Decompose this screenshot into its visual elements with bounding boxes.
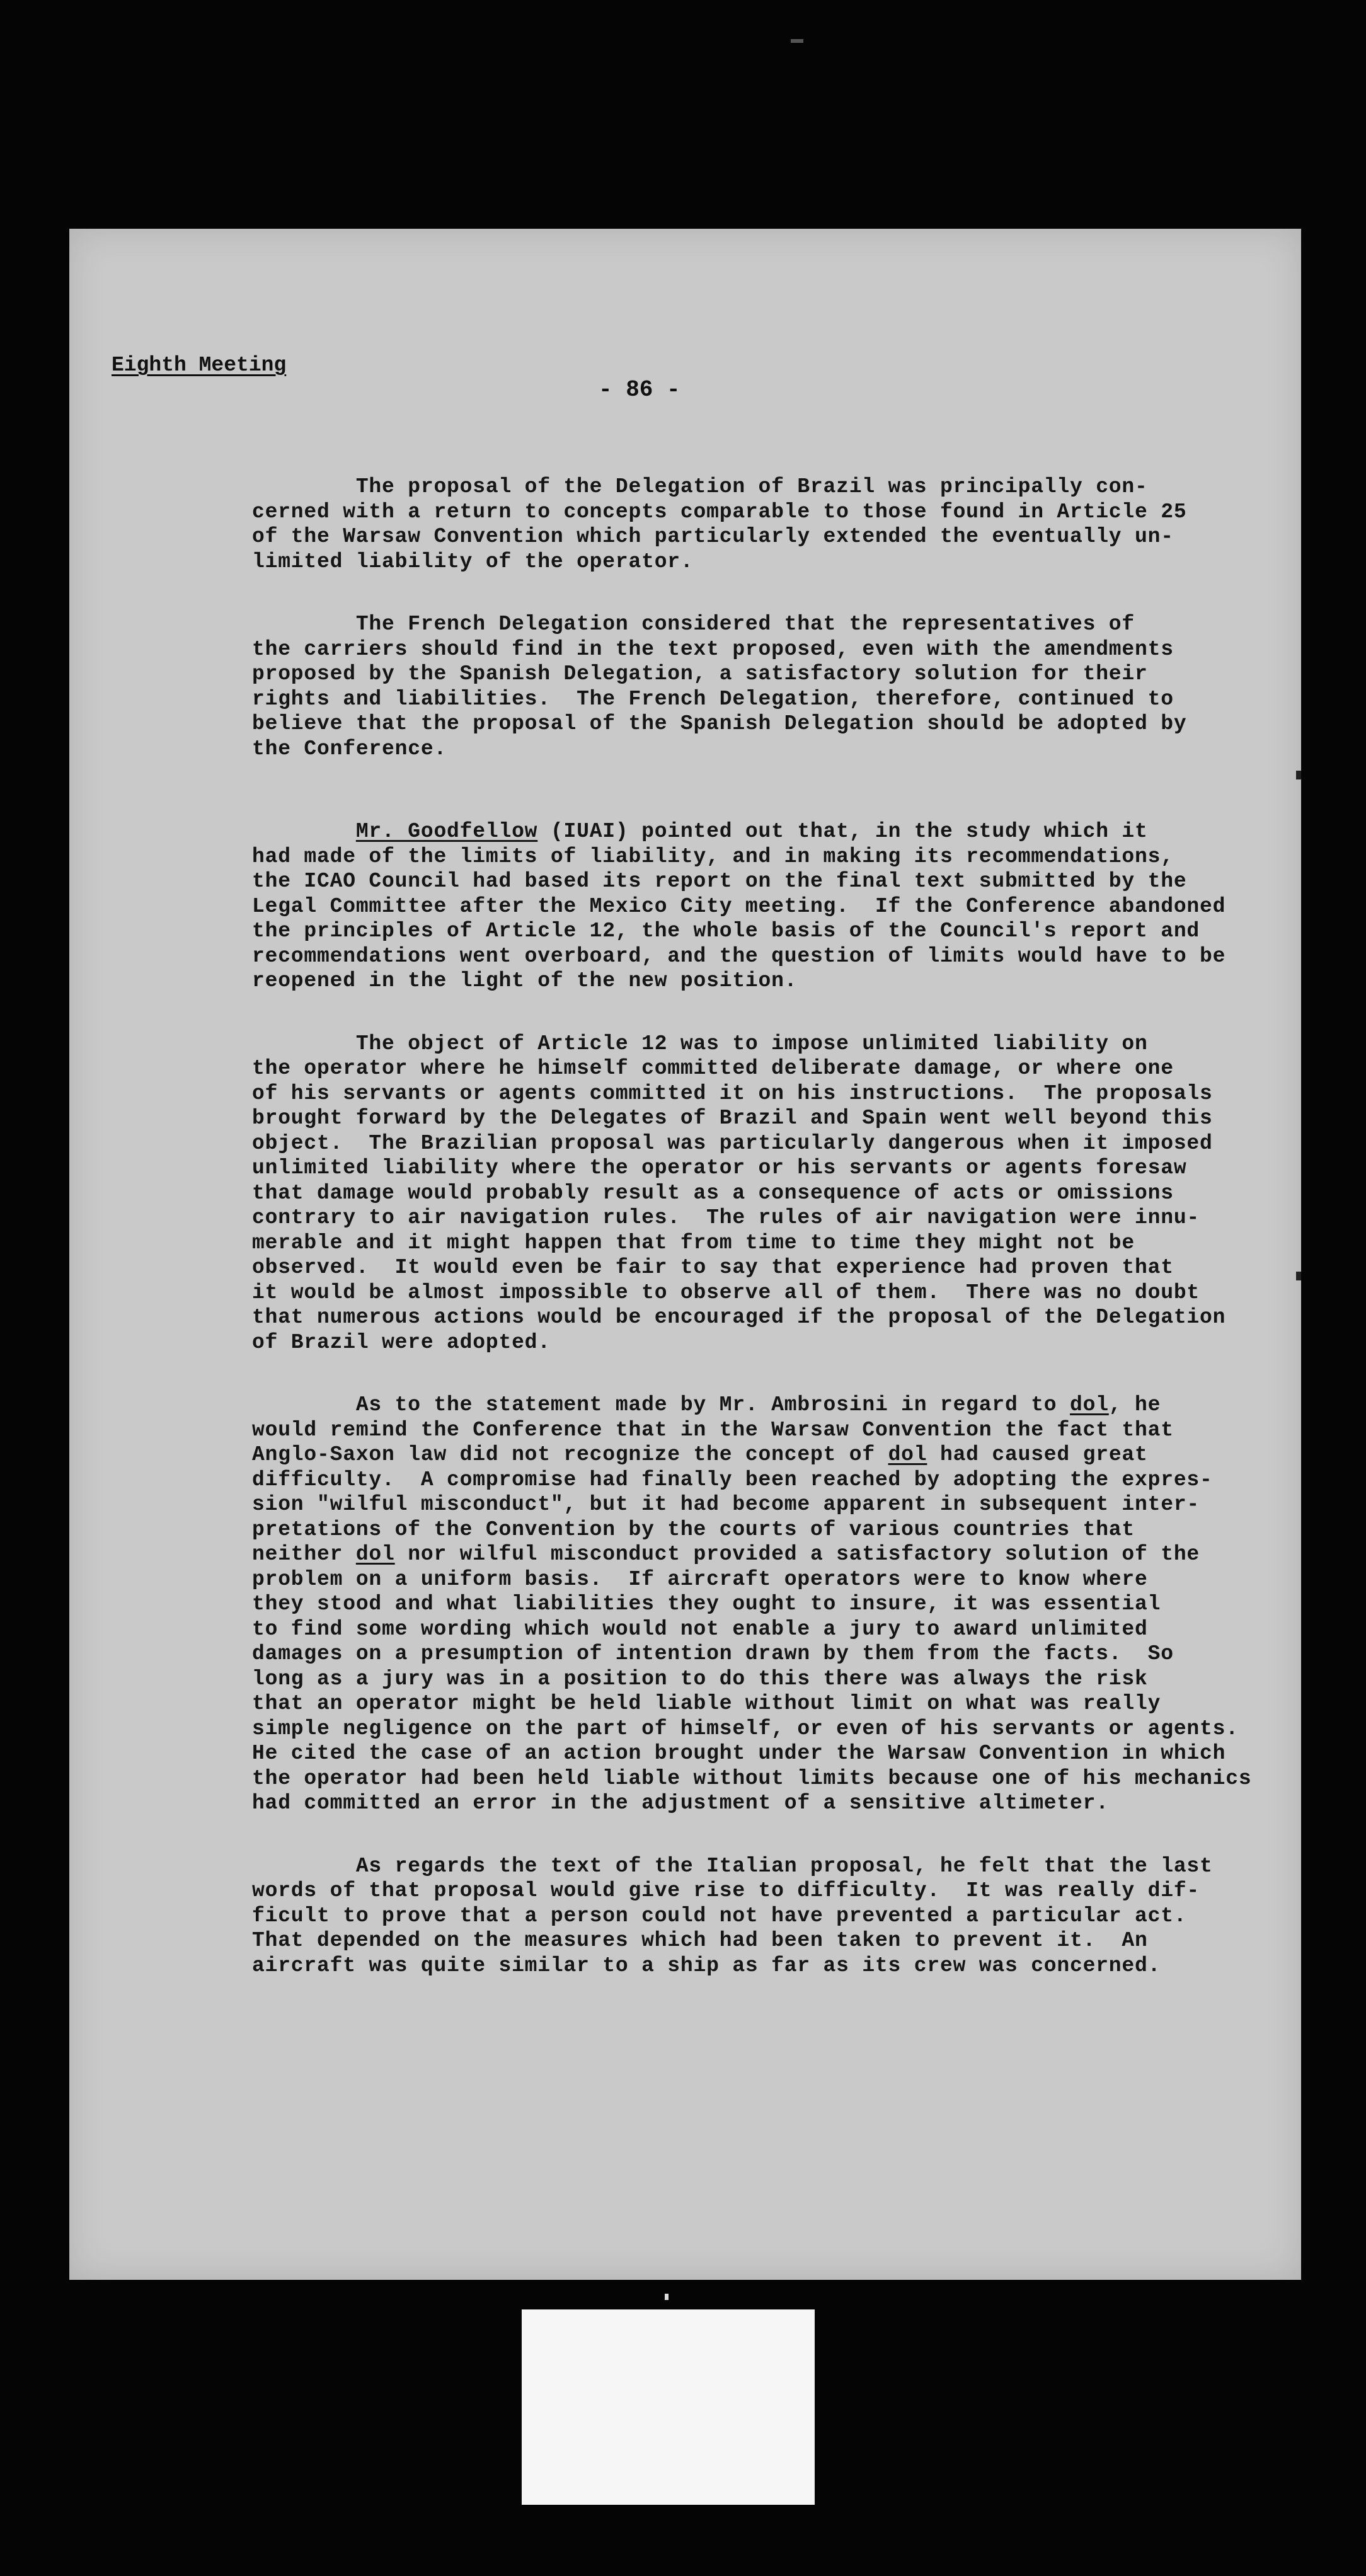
text-line: The French Delegation considered that the representatives of — [252, 612, 1135, 636]
text-line: cerned with a return to concepts comparable to those found in Article 25 — [252, 500, 1187, 524]
speaker-line-rest: (IUAI) pointed out that, in the study which it — [537, 820, 1148, 843]
text-line: that damage would probably result as a consequence of acts or omissions — [252, 1181, 1174, 1205]
text-line: observed. It would even be fair to say that experience had proven that — [252, 1256, 1174, 1279]
paragraph — [252, 1032, 1273, 1355]
text-line: As regards the text of the Italian proposal, he felt that the last — [252, 1854, 1213, 1878]
text-line: pretations of the Convention by the courts of various countries that — [252, 1517, 1135, 1541]
text-line: proposed by the Spanish Delegation, a satisfactory solution for their — [252, 662, 1148, 686]
text-line: That depended on the measures which had been taken to prevent it. An — [252, 1929, 1148, 1952]
text-line: recommendations went overboard, and the question of limits would have to be — [252, 944, 1226, 968]
film-tick — [791, 39, 803, 43]
text-line: believe that the proposal of the Spanish Delegation should be adopted by — [252, 712, 1187, 735]
text-line: that an operator might be held liable without limit on what was really — [252, 1692, 1161, 1715]
text-line: of Brazil were adopted. — [252, 1330, 551, 1354]
blank-slip — [522, 2309, 815, 2505]
text-line: they stood and what liabilities they ought to insure, it was essential — [252, 1592, 1161, 1616]
text-line: had committed an error in the adjustment of a sensitive altimeter. — [252, 1791, 1109, 1815]
meeting-header: Eighth Meeting — [112, 354, 287, 377]
text-line: the ICAO Council had based its report on the final text submitted by the — [252, 870, 1187, 893]
text-line: the principles of Article 12, the whole basis of the Council's report and — [252, 919, 1200, 943]
text-line: of his servants or agents committed it on his instructions. The proposals — [252, 1081, 1213, 1105]
indent — [252, 820, 356, 843]
text-line: damages on a presumption of intention drawn by them from the facts. So — [252, 1642, 1174, 1665]
speaker-line — [252, 819, 1273, 844]
text-line: The object of Article 12 was to impose unlimited liability on — [252, 1032, 1148, 1055]
text-line: difficulty. A compromise had finally been reached by adopting the expres- — [252, 1468, 1213, 1492]
text-line: would remind the Conference that in the Warsaw Convention the fact that — [252, 1418, 1174, 1442]
paragraph — [252, 819, 1273, 994]
text-line: neither dol nor wilful misconduct provided a satisfactory solution of the — [252, 1543, 1200, 1566]
text-line: contrary to air navigation rules. The rules of air navigation were innu- — [252, 1206, 1200, 1229]
text-line: the operator where he himself committed deliberate damage, or where one — [252, 1057, 1174, 1080]
text-line: unlimited liability where the operator or his servants or agents foresaw — [252, 1156, 1187, 1180]
paragraph — [252, 1393, 1273, 1816]
text-line: the carriers should find in the text proposed, even with the amendments — [252, 637, 1174, 661]
page-number: - 86 - — [599, 377, 680, 403]
text-line: sion "wilful misconduct", but it had become apparent in subsequent inter- — [252, 1493, 1200, 1516]
term-dol: dol — [888, 1443, 927, 1466]
text-line: He cited the case of an action brought under the Warsaw Convention in which — [252, 1742, 1226, 1765]
term-dol: dol — [355, 1543, 395, 1566]
film-tick — [665, 2294, 669, 2300]
text-line: The proposal of the Delegation of Brazil was principally con- — [252, 475, 1148, 498]
document-page — [69, 229, 1301, 2280]
text-line: rights and liabilities. The French Delegation, therefore, continued to — [252, 687, 1174, 711]
text-line: brought forward by the Delegates of Brazil and Spain went well beyond this — [252, 1107, 1213, 1130]
text-line: long as a jury was in a position to do this there was always the risk — [252, 1667, 1148, 1691]
text-line: of the Warsaw Convention which particularly extended the eventually un- — [252, 525, 1174, 548]
edge-mark — [1296, 1272, 1301, 1280]
text-line: As to the statement made by Mr. Ambrosini in regard to dol, he — [252, 1393, 1161, 1417]
text-line: limited liability of the operator. — [252, 549, 694, 573]
text-line: it would be almost impossible to observe all of them. There was no doubt — [252, 1280, 1200, 1304]
text-line: words of that proposal would give rise to difficulty. It was really dif- — [252, 1879, 1200, 1902]
document-body — [252, 474, 1273, 2016]
text-line: ficult to prove that a person could not have prevented a particular act. — [252, 1904, 1187, 1928]
text-line: had made of the limits of liability, and in making its recommendations, — [252, 844, 1174, 868]
text-line: object. The Brazilian proposal was particularly dangerous when it imposed — [252, 1131, 1213, 1155]
text-line: that numerous actions would be encouraged if the proposal of the Delegation — [252, 1306, 1226, 1329]
text-line: problem on a uniform basis. If aircraft operators were to know where — [252, 1567, 1148, 1591]
paragraph — [252, 1854, 1273, 1979]
text-line: merable and it might happen that from time to time they might not be — [252, 1231, 1135, 1255]
text-line: simple negligence on the part of himself, or even of his servants or agents. — [252, 1716, 1239, 1740]
text-line: Anglo-Saxon law did not recognize the concept of dol had caused great — [252, 1443, 1148, 1466]
text-line: the Conference. — [252, 737, 447, 761]
text-line: reopened in the light of the new position. — [252, 969, 798, 992]
term-dol: dol — [1070, 1393, 1109, 1417]
edge-mark — [1296, 771, 1301, 779]
text-line: the operator had been held liable without limits because one of his mechanics — [252, 1766, 1252, 1790]
text-line: Legal Committee after the Mexico City meeting. If the Conference abandoned — [252, 894, 1226, 918]
paragraph — [252, 474, 1273, 574]
text-line: to find some wording which would not enable a jury to award unlimited — [252, 1617, 1148, 1641]
paragraph — [252, 612, 1273, 761]
speaker-name: Mr. Goodfellow — [355, 820, 538, 843]
text-line: aircraft was quite similar to a ship as far as its crew was concerned. — [252, 1953, 1161, 1977]
